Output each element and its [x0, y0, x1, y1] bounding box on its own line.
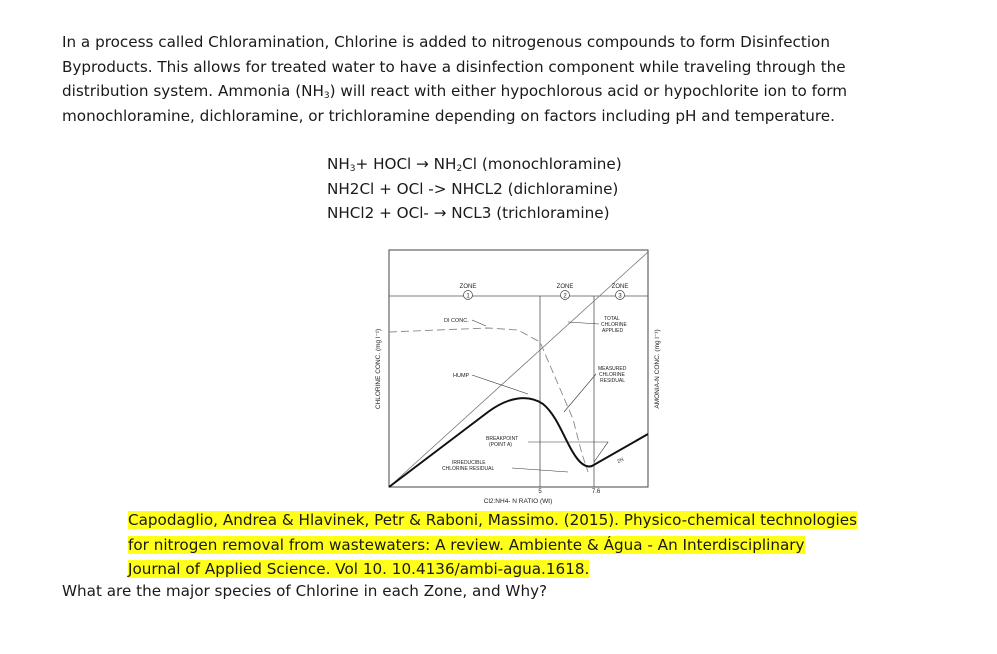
equation-dichloramine: NH2Cl + OCl -> NHCL2 (dichloramine): [327, 179, 619, 198]
paragraph-line-1: In a process called Chloramination, Chlorine is added to nitrogenous compounds to form Disinfection: [62, 33, 830, 51]
equation-trichloramine: NHCl2 + OCl- → NCL3 (trichloramine): [327, 204, 610, 222]
citation: [128, 508, 857, 582]
breakpoint-label-2: (POINT A): [489, 442, 512, 448]
eq1-product: Cl (monochloramine): [462, 155, 622, 173]
intro-paragraph: [62, 30, 962, 128]
equations-block: [327, 152, 622, 226]
tick-7-6: 7.6: [591, 489, 601, 495]
citation-text-2: for nitrogen removal from wastewaters: A review. Ambiente & Água - An Interdisciplinary: [128, 535, 805, 554]
breakpoint-label-1: BREAKPOINT: [486, 436, 519, 442]
zone-1-number: 1: [466, 293, 470, 300]
zone-3-number: 3: [618, 293, 622, 300]
total-label-3: APPLIED: [602, 328, 624, 334]
zone-2-label: ZONE: [556, 284, 574, 290]
question-text: What are the major species of Chlorine in each Zone, and Why?: [62, 582, 548, 600]
figure-svg: [368, 244, 668, 509]
citation-text-1: Capodaglio, Andrea & Hlavinek, Petr & Raboni, Massimo. (2015). Physico-chemical technologies: [128, 511, 857, 529]
y-axis-left-label: CHLORINE CONC. (mg l⁻¹): [375, 328, 382, 410]
paragraph-line-3-start: distribution system. Ammonia (NH: [62, 82, 324, 100]
di-conc-arrow: [472, 320, 486, 326]
citation-line-1: [128, 508, 857, 533]
eq1-subscript-2: 2: [456, 164, 463, 174]
hump-arrow: [472, 375, 528, 394]
eq1-middle: + HOCl → NH: [355, 155, 457, 173]
measured-label-1: MEASURED: [598, 366, 627, 372]
irreducible-label-1: IRREDUCIBLE: [452, 460, 486, 466]
x-axis-label: Cl2:NH4- N RATIO (Wt): [483, 498, 553, 505]
eq1-reactant: NH: [327, 155, 350, 173]
measured-residual-curve: [389, 398, 648, 487]
total-label-1: TOTAL: [604, 316, 620, 322]
citation-line-2: [128, 533, 857, 558]
zone-3-label: ZONE: [611, 284, 629, 290]
paragraph-line-3: [62, 79, 962, 104]
zone-1-label: ZONE: [459, 284, 477, 290]
eq1-subscript-3: 3: [349, 164, 356, 174]
paragraph-line-4: monochloramine, dichloramine, or trichloramine depending on factors including pH and temperature.: [62, 106, 835, 125]
citation-text-3: Journal of Applied Science. Vol 10. 10.4136/ambi-agua.1618.: [128, 560, 590, 578]
measured-label-3: RESIDUAL: [600, 378, 626, 384]
tick-5: 5: [538, 489, 542, 495]
zone-2-number: 2: [563, 293, 567, 300]
breakpoint-chlorination-figure: [368, 244, 668, 509]
paragraph-line-2: Byproducts. This allows for treated water to have a disinfection component while traveling through the: [62, 57, 846, 76]
di-conc-label: DI CONC.: [444, 318, 469, 324]
equation-monochloramine: [327, 152, 622, 177]
citation-line-3: [128, 557, 857, 582]
hump-label: HUMP: [453, 373, 470, 379]
measured-label-2: CHLORINE: [599, 372, 625, 378]
paragraph-line-3-end: ) will react with either hypochlorous acid or hypochlorite ion to form: [329, 82, 847, 100]
irreducible-label-2: CHLORINE RESIDUAL: [442, 466, 495, 472]
ammonia-subscript: 3: [323, 91, 330, 101]
total-label-2: CHLORINE: [601, 322, 627, 328]
ammonia-dashed-curve: [389, 328, 588, 472]
measured-arrow: [564, 374, 596, 412]
n2-label: 2N: [616, 456, 625, 465]
y-axis-right-label: AMONIA-N CONC. (mg l⁻¹): [654, 329, 661, 409]
